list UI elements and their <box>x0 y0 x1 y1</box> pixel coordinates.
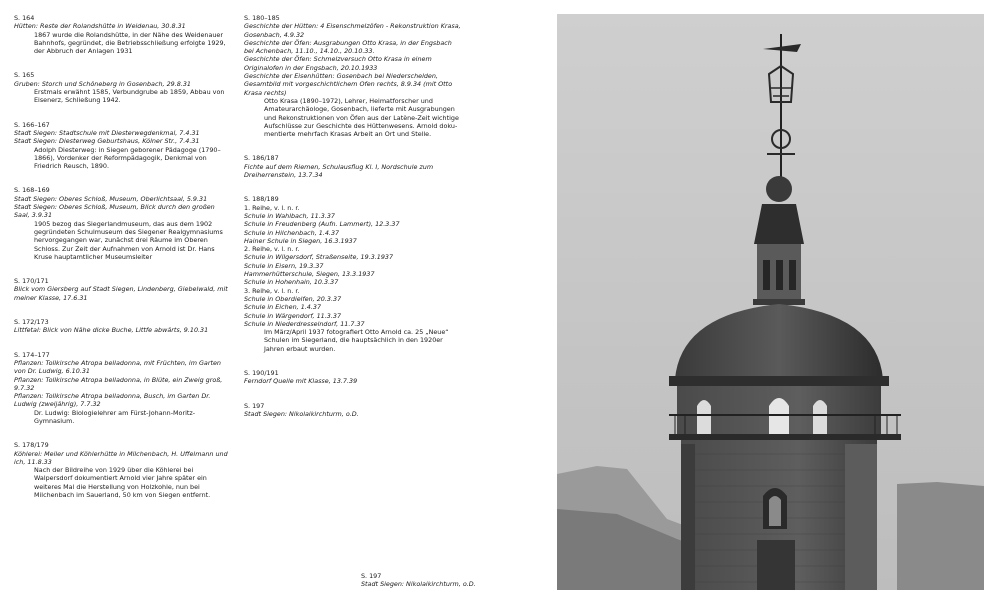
page-number: S. 188/189 <box>244 195 279 204</box>
entry-line: Stadt Siegen: Oberes Schloß, Museum, Oberlichtsaal, 5.9.31 <box>14 194 208 203</box>
caption-entry <box>244 402 462 419</box>
entry-note: 1867 wurde die Rolandshütte, in der Nähe des Weidenauer Bahnhofs, gegründet, die Betriebsschließung erfolgte 1929, der Abbruch der Anlagen 1931 <box>34 30 226 56</box>
page-number: S. 170/171 <box>14 277 49 286</box>
entry-line: Schule in Wahlbach, 11.3.37 <box>244 211 335 220</box>
page-number: S. 168–169 <box>14 186 50 195</box>
entry-line: 3. Reihe, v. l. n. r. <box>244 286 300 295</box>
entry-note: Im März/April 1937 fotografiert Otto Arnold ca. 25 „Neue“ Schulen im Siegerland, die hauptsächlich in den 1920er Jahren erbaut wurden. <box>264 328 449 353</box>
entry-note: Dr. Ludwig: Biologielehrer am Fürst-Johann-Moritz-Gymnasium. <box>34 408 196 425</box>
caption-entry <box>14 121 232 171</box>
entry-line: Schule in Wärgendorf, 11.3.37 <box>244 311 342 320</box>
entry-line: Stadt Siegen: Diesterweg Geburtshaus, Kölner Str., 7.4.31 <box>14 137 200 146</box>
page-number: S. 165 <box>14 71 35 80</box>
page-number: S. 166–167 <box>14 120 50 129</box>
caption-text: Stadt Siegen: Nikolaikirchturm, o.D. <box>361 580 476 589</box>
entry-line: Pflanzen: Tollkirsche Atropa belladonna, in Blüte, ein Zweig groß, 9.7.32 <box>14 375 223 392</box>
entry-line: Geschichte der Öfen: Schmelzversuch Otto Krasa in einem Originalofen in der Engsbach, 20.10.1933 <box>244 55 432 72</box>
entry-line: Schule in Hohenhain, 10.3.37 <box>244 278 339 287</box>
church-tower-photo <box>557 14 984 590</box>
caption-entry <box>14 351 232 426</box>
entry-note: 1905 bezog das Siegerlandmuseum, das aus dem 1902 gegründeten Schulmuseum des Siegener Realgymnasiums hervorgegangen war, zunächst drei Räume im Oberen Schloss. Zur Zeit der Aufnahmen von Arnold ist Dr. Hans Kruse hauptamtlicher Museumsleiter <box>34 219 223 261</box>
entry-line: Schule in Niederdresselndorf, 11.7.37 <box>244 319 365 328</box>
entry-line: Blick vom Giersberg auf Stadt Siegen, Lindenberg, Giebelwald, mit meiner Klasse, 17.6.31 <box>14 285 228 302</box>
entry-note: Otto Krasa (1890–1972), Lehrer, Heimatforscher und Amateurarchäologe, Gosenbach, lieferte mit Ausgrabungen und Rekonstruktionen von Öfen aus der Latène-Zeit wichtige Aufschlüsse zur Geschichte des Hüttenwesens. Arnold dokumentierte mehrfach Krasas Arbeit an Ort und Stelle. <box>264 96 459 139</box>
entry-line: Schule in Freudenberg (Aufn. Lammert), 12.3.37 <box>244 220 400 229</box>
page-number: S. 174–177 <box>14 350 50 359</box>
caption-page: S. 197 <box>361 572 382 580</box>
caption-entry <box>14 71 232 104</box>
entry-line: Schule in Hilchenbach, 1.4.37 <box>244 228 340 237</box>
page-number: S. 172/173 <box>14 318 49 327</box>
entry-line: Hammerhütterschule, Siegen, 13.3.1937 <box>244 270 375 279</box>
page-number: S. 190/191 <box>244 368 279 377</box>
page-number: S. 197 <box>244 401 265 410</box>
entry-line: Geschichte der Öfen: Ausgrabungen Otto Krasa, in der Engsbach bei Achenbach, 11.10., 14.10., 20.10.33. <box>244 38 452 56</box>
entry-line: Geschichte der Hütten: 4 Eisenschmelzöfen - Rekonstruktion Krasa, Gosenbach, 4.9.32 <box>244 22 461 39</box>
entry-line: Fichte auf dem Riemen, Schulausflug Kl. I, Nordschule zum Dreiherrenstein, 13.7.34 <box>244 162 434 180</box>
caption-entry <box>14 318 232 335</box>
entry-note: Erstmals erwähnt 1585, Verbundgrube ab 1859, Abbau von Eisenerz, Schließung 1942. <box>34 88 225 105</box>
photo-caption <box>361 572 476 589</box>
entry-line: Pflanzen: Tollkirsche Atropa belladonna, Busch, im Garten Dr. Ludwig (zweijährig), 7.7.32 <box>14 392 211 409</box>
caption-entry <box>244 369 462 386</box>
caption-entry <box>244 14 462 138</box>
entry-line: Littfetal: Blick von Nähe dicke Buche, Littfe abwärts, 9.10.31 <box>14 326 209 335</box>
caption-entry <box>14 14 232 55</box>
entry-line: Pflanzen: Tollkirsche Atropa belladonna, mit Früchten, im Garten von Dr. Ludwig, 6.10.31 <box>14 358 221 376</box>
entry-line: Stadt Siegen: Oberes Schloß, Museum, Blick durch den großen Saal, 3.9.31 <box>14 203 215 220</box>
entry-line: Stadt Siegen: Stadtschule mit Diesterwegdenkmal, 7.4.31 <box>14 128 200 137</box>
caption-entry <box>244 154 462 179</box>
entry-line: Schule in Oberdielfen, 20.3.37 <box>244 294 342 303</box>
entry-line: Ferndorf Quelle mit Klasse, 13.7.39 <box>244 377 358 386</box>
entry-line: Schule in Eichen, 1.4.37 <box>244 303 322 312</box>
entry-note: Nach der Bildreihe von 1929 über die Köhlerei bei Walpersdorf dokumentiert Arnold vier Jahre später ein weiteres Mal die Herstellung von Holzkohle, nun bei Milchenbach im Sauerland, 50 km von Siegen entfernt. <box>34 466 211 500</box>
entry-line: 2. Reihe, v. l. n. r. <box>244 245 300 254</box>
entry-line: Geschichte der Eisenhütten: Gosenbach bei Niederschelden, Gesamtbild mit vorgeschichtlichem Ofen rechts, 8.9.34 (mit Otto Krasa rechts) <box>244 72 453 97</box>
entry-line: Hütten: Reste der Rolandshütte in Weidenau, 30.8.31 <box>14 22 186 31</box>
entry-line: Schule in Wilgersdorf, Straßenseite, 19.3.1937 <box>244 253 394 262</box>
caption-entry <box>14 441 232 499</box>
entry-line: Stadt Siegen: Nikolaikirchturm, o.D. <box>244 409 359 418</box>
caption-entry <box>14 277 232 302</box>
entry-line: Schule in Eisern, 19.3.37 <box>244 261 324 270</box>
caption-entry <box>14 186 232 261</box>
column-left <box>14 14 232 515</box>
page-number: S. 186/187 <box>244 154 279 163</box>
entry-line: Gruben: Storch und Schöneberg in Gosenbach, 29.8.31 <box>14 79 191 88</box>
caption-entry <box>244 195 462 353</box>
page-number: S. 180–185 <box>244 14 280 22</box>
entry-note: Adolph Diesterweg: in Siegen geborener Pädagoge (1790–1866), Vordenker der Reformpädagogik, Denkmal von Friedrich Reusch, 1890. <box>34 145 221 171</box>
column-middle <box>244 14 462 434</box>
page-number: S. 164 <box>14 14 35 22</box>
entry-line: Köhlerei: Meiler und Köhlerhütte in Milchenbach, H. Uffelmann und ich, 11.8.33 <box>14 449 228 466</box>
page-number: S. 178/179 <box>14 441 49 450</box>
entry-line: Hainer Schule in Siegen, 16.3.1937 <box>244 236 357 245</box>
entry-line: 1. Reihe, v. l. n. r. <box>244 203 300 212</box>
